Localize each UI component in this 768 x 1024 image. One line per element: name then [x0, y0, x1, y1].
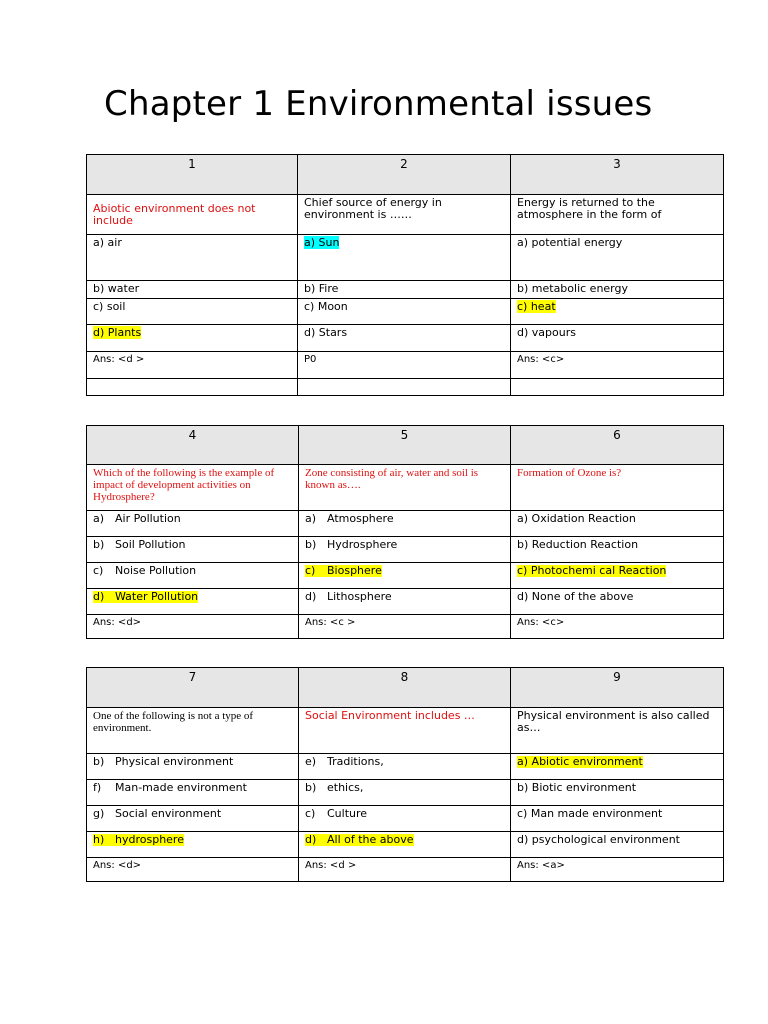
option: d) Stars — [304, 326, 348, 339]
question-number: 5 — [299, 426, 511, 465]
question-number: 3 — [511, 155, 724, 195]
option: b) Reduction Reaction — [517, 538, 639, 551]
option: a) Air Pollution — [93, 512, 181, 525]
option: a) air — [93, 236, 122, 249]
option: c) Moon — [304, 300, 348, 313]
correct-option: d) Plants — [93, 326, 142, 339]
answer: P0 — [304, 354, 317, 365]
option: g) Social environment — [93, 807, 222, 820]
empty-cell — [298, 379, 511, 396]
correct-option: d) All of the above — [305, 833, 414, 846]
option: a) potential energy — [517, 236, 623, 249]
option: b) Fire — [304, 282, 339, 295]
option: e) Traditions, — [305, 755, 384, 768]
question-text: Social Environment includes … — [305, 709, 475, 722]
question-number: 9 — [511, 668, 724, 708]
answer: Ans: <c > — [305, 617, 356, 628]
question-text: Chief source of energy in environment is …… — [304, 196, 442, 221]
question-number: 2 — [298, 155, 511, 195]
option: c) Man made environment — [517, 807, 663, 820]
question-number: 8 — [299, 668, 511, 708]
answer: Ans: <d > — [93, 354, 145, 365]
option: d) Lithosphere — [305, 590, 392, 603]
question-number: 4 — [87, 426, 299, 465]
question-text: One of the following is not a type of environment. — [93, 710, 254, 734]
option: b) Hydrosphere — [305, 538, 398, 551]
answer: Ans: <c> — [517, 354, 565, 365]
answer: Ans: <d> — [93, 860, 142, 871]
question-table-2 — [86, 425, 724, 639]
question-text: Abiotic environment does not include — [93, 201, 256, 227]
correct-option: c) Photochemi cal Reaction — [517, 564, 667, 577]
answer: Ans: <d> — [93, 617, 142, 628]
answer: Ans: <d > — [305, 860, 357, 871]
question-table-1 — [86, 154, 724, 396]
option: b) ethics, — [305, 781, 364, 794]
option: b) Biotic environment — [517, 781, 637, 794]
option: d) None of the above — [517, 590, 634, 603]
answer: Ans: <c> — [517, 617, 565, 628]
correct-option: c) heat — [517, 300, 556, 313]
option: f) Man-made environment — [93, 781, 247, 794]
answer: Ans: <a> — [517, 860, 565, 871]
option: b) water — [93, 282, 140, 295]
question-text: Which of the following is the example of impact of development activities on Hydrosphere? — [93, 467, 275, 503]
question-table-3 — [86, 667, 724, 882]
option: c) soil — [93, 300, 126, 313]
option: b) metabolic energy — [517, 282, 629, 295]
question-text: Physical environment is also called as… — [517, 709, 710, 734]
correct-option: h) hydrosphere — [93, 833, 184, 846]
correct-option: a) Abiotic environment — [517, 755, 643, 768]
option: a) Atmosphere — [305, 512, 394, 525]
correct-option: a) Sun — [304, 236, 340, 249]
correct-option: d) Water Pollution — [93, 590, 199, 603]
correct-option: c) Biosphere — [305, 564, 382, 577]
question-number: 1 — [87, 155, 298, 195]
page-title: Chapter 1 Environmental issues — [104, 84, 653, 124]
question-number: 6 — [511, 426, 724, 465]
empty-cell — [511, 379, 724, 396]
question-number: 7 — [87, 668, 299, 708]
option: b) Soil Pollution — [93, 538, 186, 551]
option: b) Physical environment — [93, 755, 234, 768]
question-text: Zone consisting of air, water and soil is known as…. — [305, 467, 479, 491]
option: d) psychological environment — [517, 833, 680, 846]
option: a) Oxidation Reaction — [517, 512, 636, 525]
empty-cell — [87, 379, 298, 396]
option: d) vapours — [517, 326, 576, 339]
question-text: Formation of Ozone is? — [517, 467, 622, 479]
question-text: Energy is returned to the atmosphere in the form of — [517, 196, 662, 221]
option: c) Noise Pollution — [93, 564, 197, 577]
option: c) Culture — [305, 807, 368, 820]
